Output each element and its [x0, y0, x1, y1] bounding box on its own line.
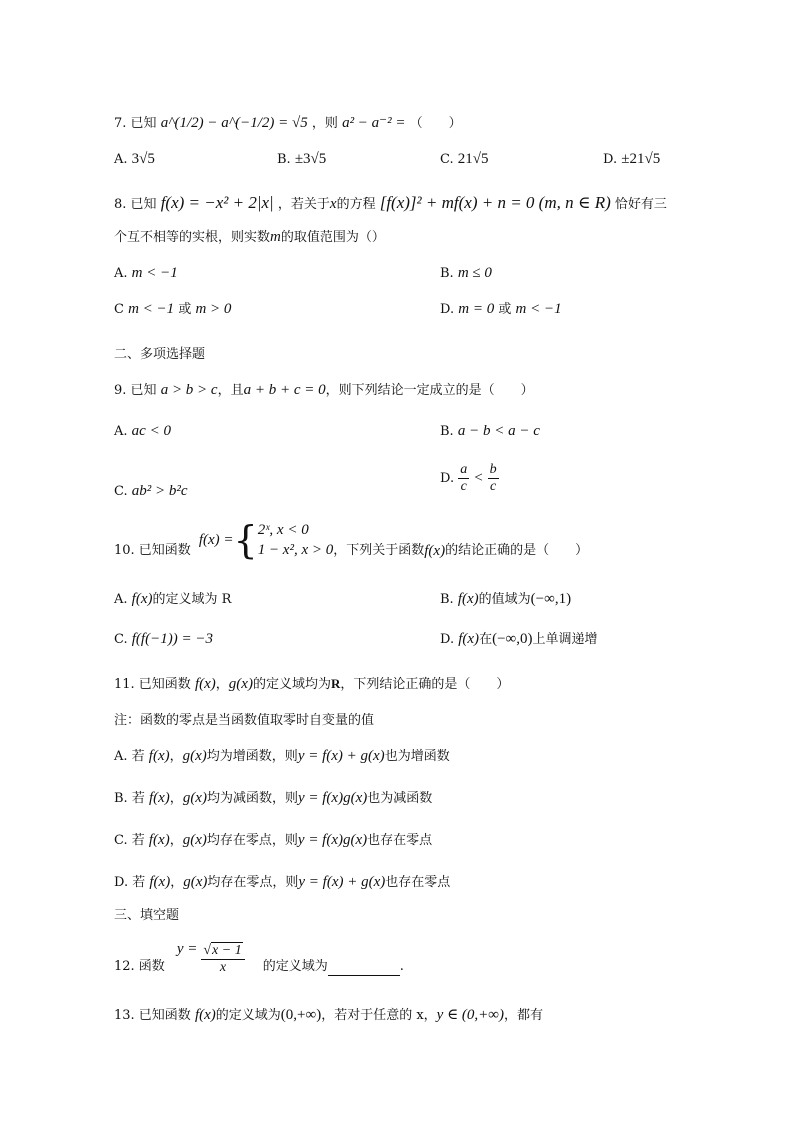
answer-blank[interactable]: [328, 963, 400, 976]
q7-option-c: C. 21√5: [440, 151, 489, 167]
piecewise-brace: {: [233, 518, 258, 562]
q12-stem: 12. 函数 y = $\frac{√x - 1}{x}$ 的定义域为 .: [114, 941, 404, 975]
q10-option-b: B. f(x)的值域为(−∞,1): [440, 591, 572, 607]
q10-option-c: C. f(f(−1)) = −3: [114, 631, 213, 647]
q10-option-a: A. f(x)的定义域为 R: [114, 591, 232, 607]
q8-equation: [f(x)]² + mf(x) + n = 0 (m, n ∈ R): [379, 193, 611, 212]
fraction-b-over-c: $\frac{b}{c}$: [489, 462, 497, 494]
q11-option-b: B. 若 f(x)，g(x)均为减函数，则y = f(x)g(x)也为减函数: [114, 790, 433, 806]
q11-option-d: D. 若 f(x)，g(x)均存在零点，则y = f(x) + g(x)也存在零点: [114, 874, 451, 890]
q11-note: 注：函数的零点是当函数值取零时自变量的值: [114, 713, 375, 728]
piecewise-cases: 2ˣ, x < 0 1 − x², x > 0: [257, 522, 334, 558]
q10-stem: 10. 已知函数 f(x) = { 2ˣ, x < 0 1 − x², x > 0 ，下列关于函数 f(x) 的结论正确的是（ ）: [114, 518, 589, 562]
q8-function: f(x) = −x² + 2|x|: [160, 193, 274, 212]
q11-stem: 11. 已知函数 f(x)，g(x)的定义域均为R，下列结论正确的是（ ）: [114, 676, 510, 692]
q12-fraction: $\frac{√x - 1}{x}$: [201, 943, 244, 976]
q7-option-d: D. ±21√5: [603, 151, 661, 167]
q7-option-b: B. ±3√5: [277, 151, 327, 167]
q13-stem: 13. 已知函数 f(x)的定义域为(0,+∞)，若对于任意的 x，y ∈ (0,+∞)，都有: [114, 1007, 544, 1023]
q11-option-a: A. 若 f(x)，g(x)均为增函数，则y = f(x) + g(x)也为增函数: [114, 748, 450, 764]
q9-stem: 9. 已知 a > b > c，且a + b + c = 0，则下列结论一定成立的是（ ）: [114, 382, 534, 398]
q8-stem-line2: 个互不相等的实根，则实数m的取值范围为（）: [114, 229, 385, 245]
section-heading-multiple-choice: 二、多项选择题: [114, 347, 206, 362]
q10-option-d: D. f(x)在(−∞,0)上单调递增: [440, 631, 598, 647]
q8-option-a: A. m < −1: [114, 265, 178, 281]
q7-ask: a² − a⁻² =: [342, 115, 406, 131]
q7-condition: a^(1/2) − a^(−1/2) = √5: [160, 115, 308, 131]
section-heading-fill-in: 三、填空题: [114, 908, 180, 923]
q9-option-b: B. a − b < a − c: [440, 423, 540, 439]
q8-option-c: C m < −1 或 m > 0: [114, 301, 232, 317]
q9-option-c: C. ab² > b²c: [114, 483, 188, 499]
q8-stem: 8. 已知 f(x) = −x² + 2|x| ，若关于x的方程 [f(x)]² + mf(x) + n = 0 (m, n ∈ R) 恰好有三: [114, 193, 667, 212]
fraction-a-over-c: $\frac{a}{c}$: [460, 462, 468, 494]
q8-option-b: B. m ≤ 0: [440, 265, 492, 281]
q8-option-d: D. m = 0 或 m < −1: [440, 301, 562, 317]
q11-option-c: C. 若 f(x)，g(x)均存在零点，则y = f(x)g(x)也存在零点: [114, 832, 433, 848]
q9-option-a: A. ac < 0: [114, 423, 171, 439]
q9-option-d: D. $\frac{a}{c}$ < $\frac{b}{c}$: [440, 462, 497, 494]
q7-option-a: A. 3√5: [114, 151, 155, 167]
q7-stem: 7. 已知 a^(1/2) − a^(−1/2) = √5 ，则 a² − a⁻² = （ ）: [114, 115, 462, 131]
